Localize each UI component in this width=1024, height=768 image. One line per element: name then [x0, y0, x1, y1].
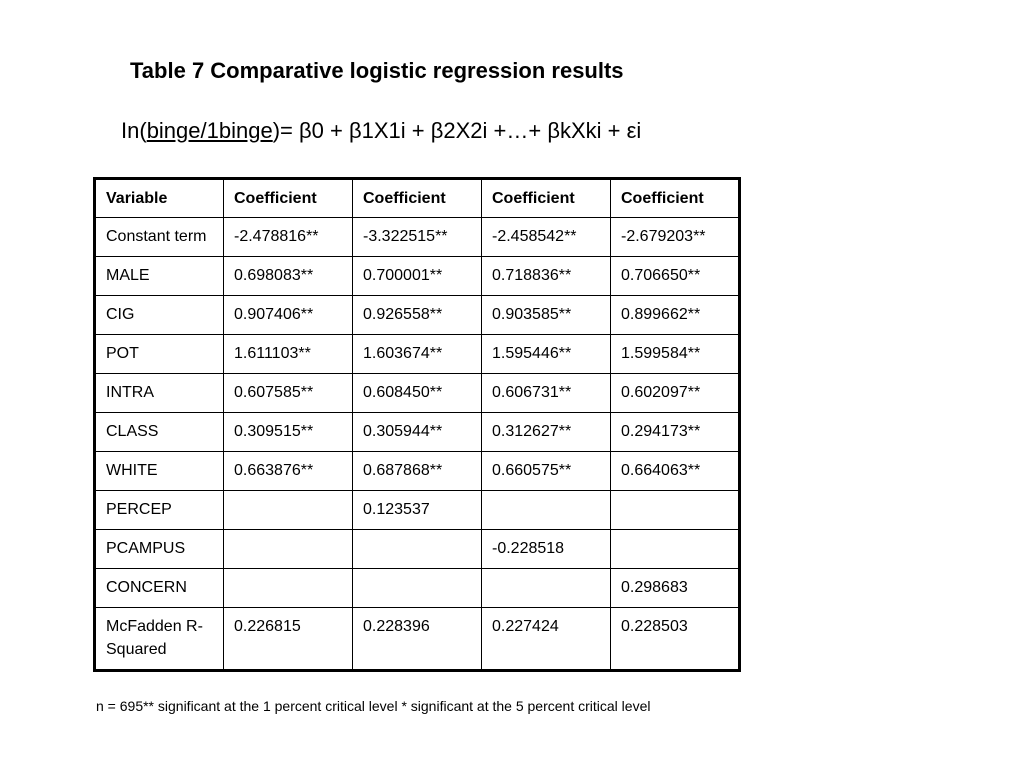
table-row — [95, 374, 740, 413]
formula-prefix: In( — [121, 118, 147, 143]
coefficient-cell: 0.298683 — [611, 569, 740, 608]
coefficient-cell: 0.664063** — [611, 452, 740, 491]
header-coefficient-1: Coefficient — [224, 179, 353, 218]
header-coefficient-3: Coefficient — [482, 179, 611, 218]
coefficient-cell: 0.608450** — [353, 374, 482, 413]
coefficient-cell: 0.660575** — [482, 452, 611, 491]
table-row — [95, 335, 740, 374]
coefficient-cell: -2.478816** — [224, 218, 353, 257]
table-row — [95, 413, 740, 452]
coefficient-cell: 0.718836** — [482, 257, 611, 296]
variable-cell: McFadden R-Squared — [95, 608, 224, 671]
variable-cell: PCAMPUS — [95, 530, 224, 569]
table-row — [95, 530, 740, 569]
variable-cell: WHITE — [95, 452, 224, 491]
coefficient-cell: 0.663876** — [224, 452, 353, 491]
variable-cell: MALE — [95, 257, 224, 296]
coefficient-cell: -0.228518 — [482, 530, 611, 569]
coefficient-cell — [353, 530, 482, 569]
coefficient-cell: 0.309515** — [224, 413, 353, 452]
variable-cell: Constant term — [95, 218, 224, 257]
coefficient-cell: 0.602097** — [611, 374, 740, 413]
coefficient-cell: 0.226815 — [224, 608, 353, 671]
table-row — [95, 569, 740, 608]
coefficient-cell: 0.312627** — [482, 413, 611, 452]
coefficient-cell — [224, 491, 353, 530]
coefficient-cell: 0.606731** — [482, 374, 611, 413]
table-row — [95, 608, 740, 671]
variable-cell: POT — [95, 335, 224, 374]
coefficient-cell: 1.599584** — [611, 335, 740, 374]
regression-formula — [121, 118, 641, 144]
header-coefficient-2: Coefficient — [353, 179, 482, 218]
formula-underlined-term: binge/1binge — [146, 118, 273, 143]
coefficient-cell: 0.698083** — [224, 257, 353, 296]
table-row — [95, 257, 740, 296]
coefficient-cell: -3.322515** — [353, 218, 482, 257]
coefficient-cell: 1.595446** — [482, 335, 611, 374]
coefficient-cell — [482, 491, 611, 530]
coefficient-cell: 0.228503 — [611, 608, 740, 671]
page-title: Table 7 Comparative logistic regression results — [130, 58, 624, 83]
coefficient-cell: 0.700001** — [353, 257, 482, 296]
variable-cell: CIG — [95, 296, 224, 335]
coefficient-cell — [611, 491, 740, 530]
variable-cell: PERCEP — [95, 491, 224, 530]
variable-cell: INTRA — [95, 374, 224, 413]
coefficient-cell: 0.899662** — [611, 296, 740, 335]
coefficient-cell: -2.679203** — [611, 218, 740, 257]
coefficient-cell: 0.687868** — [353, 452, 482, 491]
coefficient-cell: 0.228396 — [353, 608, 482, 671]
table-row — [95, 296, 740, 335]
results-table — [93, 177, 741, 672]
coefficient-cell: 1.611103** — [224, 335, 353, 374]
coefficient-cell — [224, 530, 353, 569]
variable-cell: CONCERN — [95, 569, 224, 608]
header-coefficient-4: Coefficient — [611, 179, 740, 218]
coefficient-cell — [224, 569, 353, 608]
coefficient-cell: 0.903585** — [482, 296, 611, 335]
table-header-row — [95, 179, 740, 218]
coefficient-cell: -2.458542** — [482, 218, 611, 257]
coefficient-cell — [353, 569, 482, 608]
table-row — [95, 452, 740, 491]
header-variable: Variable — [95, 179, 224, 218]
coefficient-cell: 1.603674** — [353, 335, 482, 374]
coefficient-cell: 0.123537 — [353, 491, 482, 530]
formula-suffix: )= β0 + β1X1i + β2X2i +…+ βkXki + εi — [272, 118, 642, 143]
coefficient-cell: 0.706650** — [611, 257, 740, 296]
coefficient-cell: 0.294173** — [611, 413, 740, 452]
coefficient-cell: 0.227424 — [482, 608, 611, 671]
coefficient-cell: 0.907406** — [224, 296, 353, 335]
table-row — [95, 218, 740, 257]
coefficient-cell — [482, 569, 611, 608]
table-row — [95, 491, 740, 530]
coefficient-cell — [611, 530, 740, 569]
coefficient-cell: 0.305944** — [353, 413, 482, 452]
footnote: n = 695** significant at the 1 percent critical level * significant at the 5 percent critical level — [96, 698, 651, 714]
coefficient-cell: 0.926558** — [353, 296, 482, 335]
coefficient-cell: 0.607585** — [224, 374, 353, 413]
variable-cell: CLASS — [95, 413, 224, 452]
